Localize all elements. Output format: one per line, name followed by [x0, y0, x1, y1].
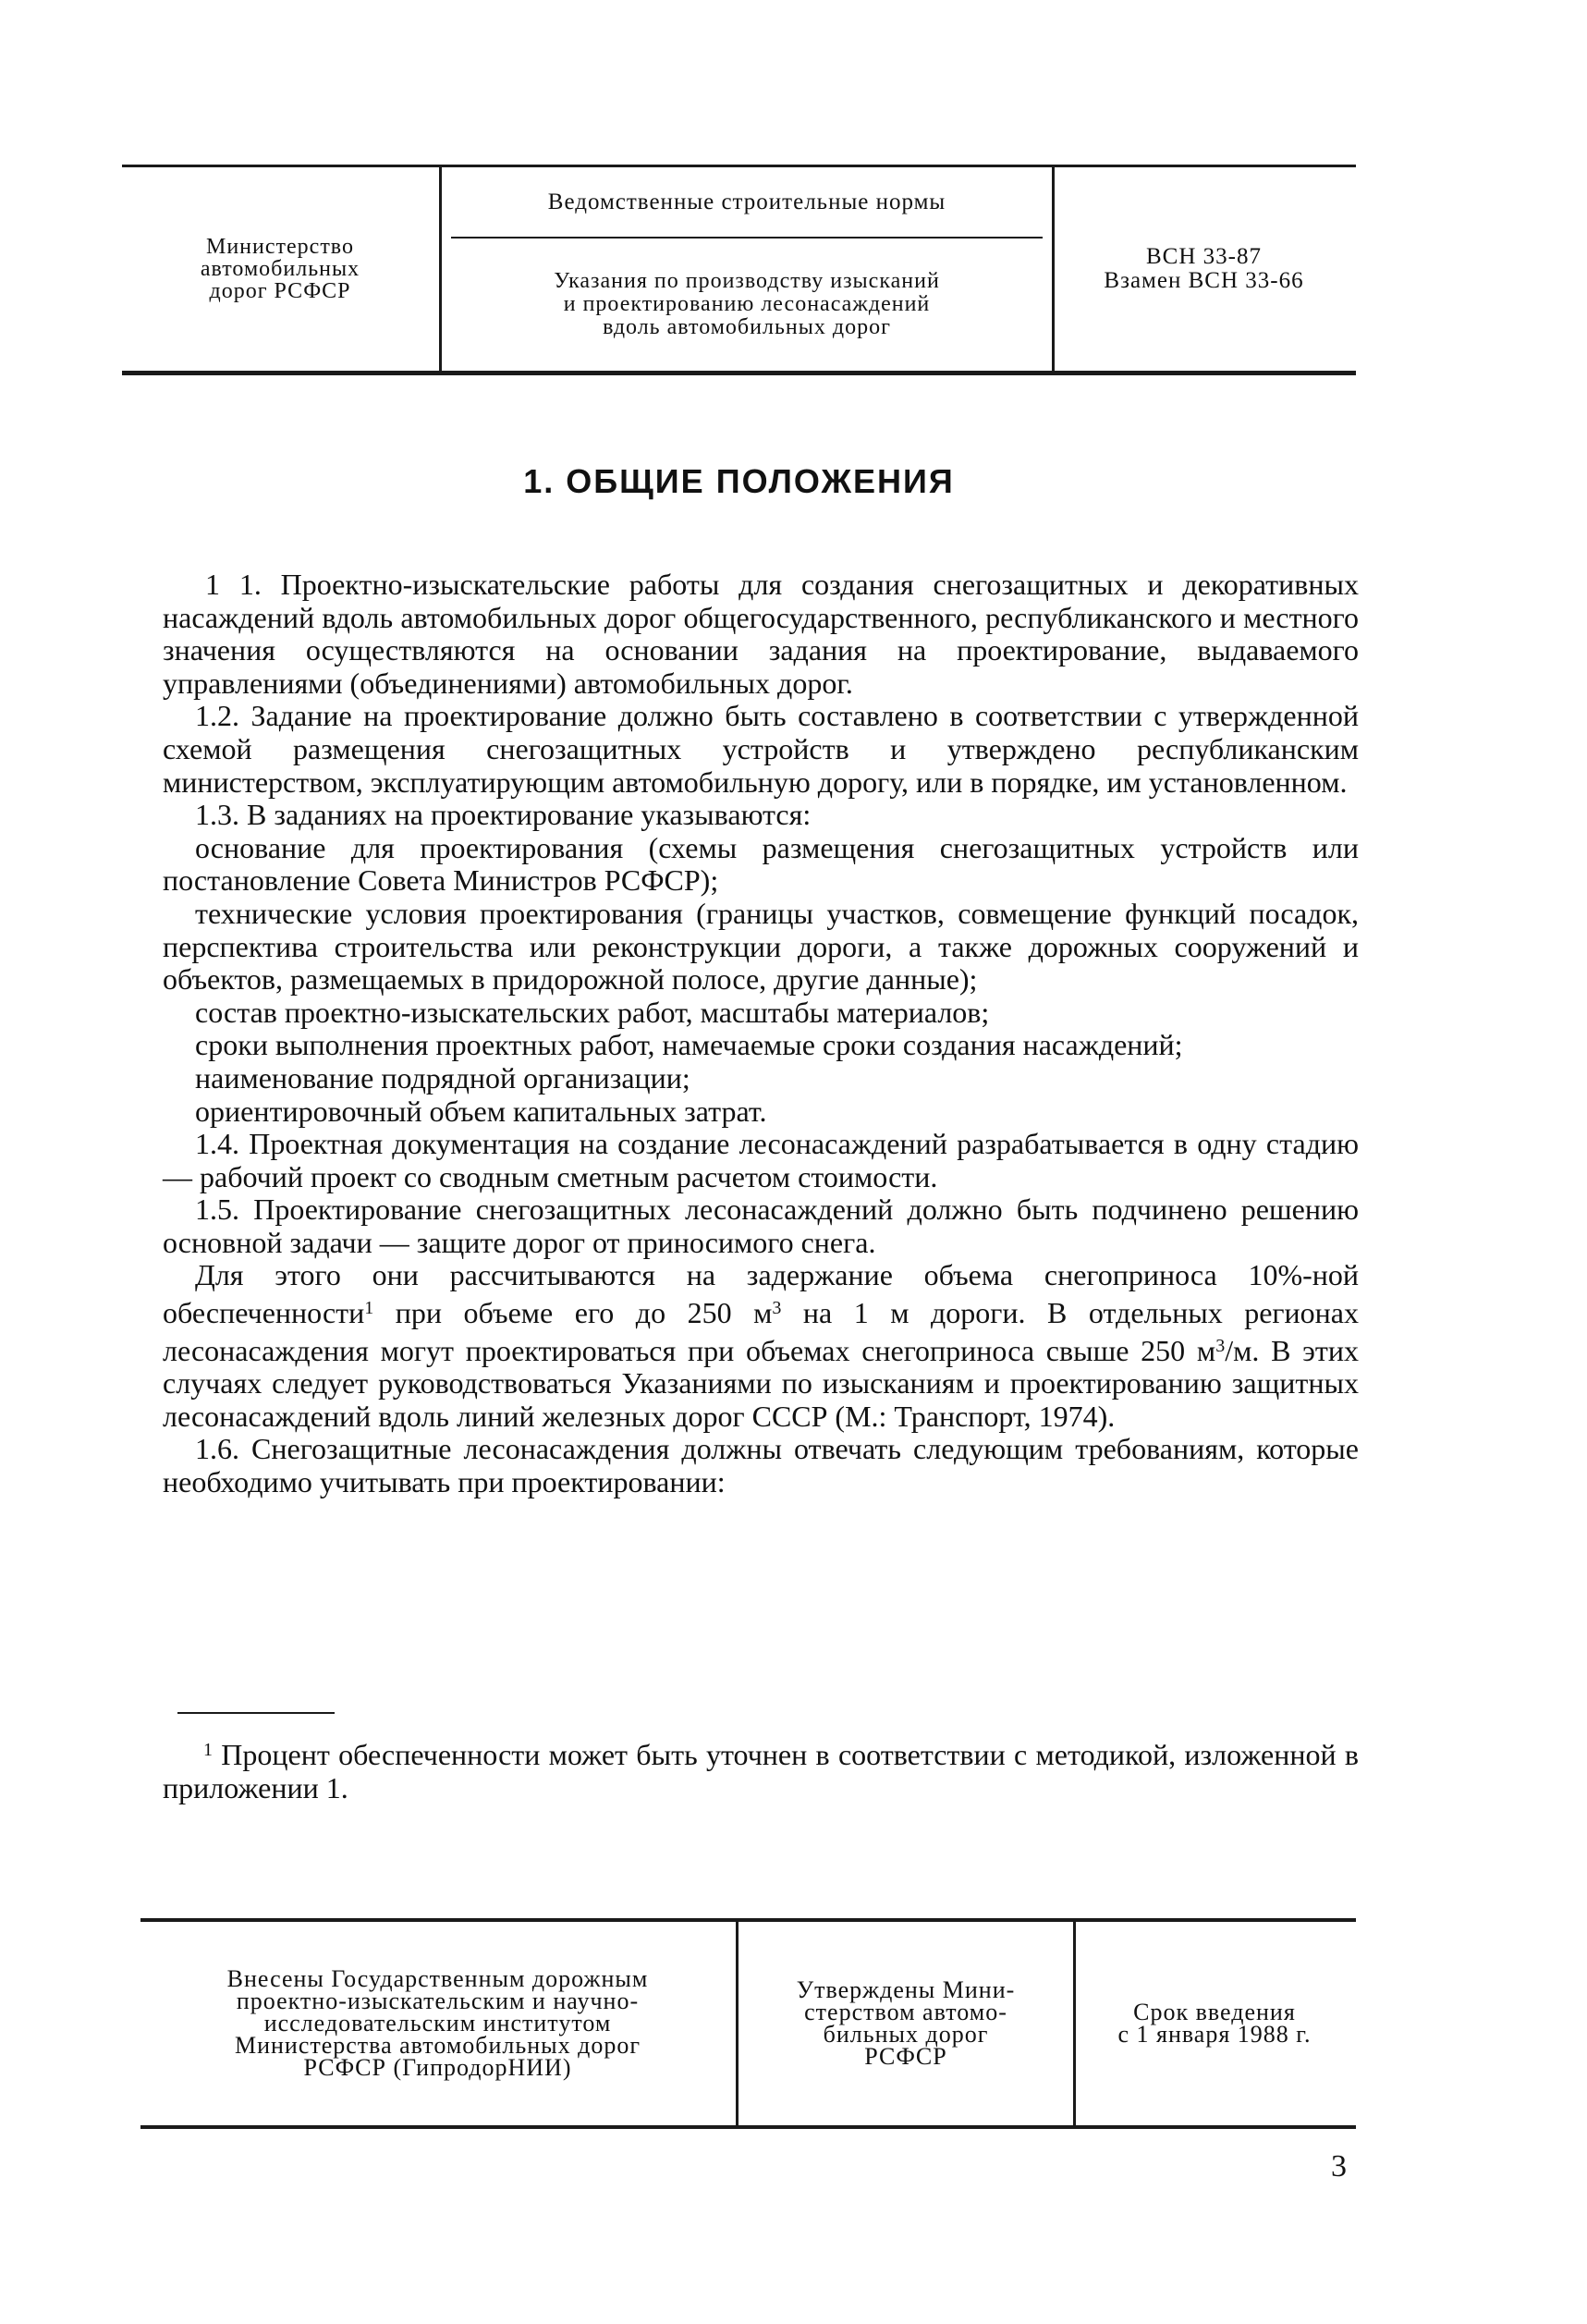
ministry-line: автомобильных [200, 257, 360, 281]
header-table [122, 165, 1356, 375]
paragraph: 1.4. Проектная документация на создание лесонасаждений разрабатывается в одну стадию — рабочий проект со сводным сметным расчетом стоимости. [163, 1127, 1359, 1193]
submitted-line: исследовательским институтом [263, 2010, 612, 2037]
replaces-code: Взамен ВСН 33-66 [1104, 268, 1304, 293]
approved-line: Утверждены Мини- [796, 1976, 1016, 2003]
approved-line: бильных дорог [823, 2021, 989, 2048]
approved-line: РСФСР [864, 2043, 947, 2070]
submitted-cell [140, 1922, 735, 2125]
superscript: 3 [1215, 1335, 1226, 1356]
ministry-line: дорог РСФСР [209, 279, 351, 303]
doc-title-cell [439, 167, 1055, 371]
effective-line: Срок введения [1133, 1999, 1296, 2025]
effective-cell [1073, 1922, 1356, 2125]
list-item: состав проектно-изыскательских работ, масштабы материалов; [195, 995, 990, 1029]
effective-line: с 1 января 1988 г. [1117, 2021, 1312, 2048]
footnote [163, 1733, 1359, 1804]
approved-cell [736, 1922, 1076, 2125]
code-cell [1052, 167, 1356, 371]
doc-title [442, 239, 1052, 371]
paragraph-with-footnote [163, 1259, 1359, 1433]
doc-title-line: вдоль автомобильных дорог [603, 315, 891, 339]
doc-title-line: и проектированию лесонасаждений [563, 292, 931, 316]
doc-title-line: Указания по производству изысканий [554, 269, 940, 293]
list-item: основание для проектирования (схемы размещения снегозащитных устройств или постановление Совета Министров РСФСР); [163, 830, 1359, 898]
norms-type: Ведомственные строительные нормы [451, 167, 1043, 239]
ministry-line: Министерство [206, 235, 354, 259]
paragraph: 1.2. Задание на проектирование должно быть составлено в соответствии с утвержденной схемой размещения снегозащитных устройств и утверждено республиканским министерством, эксплуатирующим автомобильную дорогу, или в порядке, им установленном. [163, 699, 1359, 799]
submitted-line: проектно-изыскательским и научно- [236, 1988, 640, 2014]
submitted-line: Министерства автомобильных дорог [234, 2032, 641, 2059]
section-title: 1. ОБЩИЕ ПОЛОЖЕНИЯ [523, 462, 955, 500]
superscript: 3 [772, 1298, 782, 1319]
paragraph: 1 1. Проектно-изыскательские работы для создания снегозащитных и декоративных насаждений вдоль автомобильных дорог общегосударственного, республиканского и местного значения осуществляются на основании задания на проектирование, выдаваемого управлениями (объединениями) автомобильных дорог. [163, 568, 1359, 700]
submitted-line: РСФСР (ГипродорНИИ) [303, 2054, 572, 2081]
footnote-rule [177, 1712, 335, 1714]
page-number: 3 [1331, 2149, 1347, 2183]
list-item: наименование подрядной организации; [195, 1060, 690, 1095]
p16-text: при объеме его до 250 м [373, 1296, 773, 1330]
footnote-ref: 1 [364, 1298, 374, 1319]
list-item: ориентировочный объем капитальных затрат. [195, 1094, 767, 1128]
paragraph: 1.3. В заданиях на проектирование указываются: [195, 798, 812, 832]
footnote-text: Процент обеспеченности может быть уточнен в соответствии с методикой, изложенной в приложении 1. [163, 1738, 1359, 1804]
paragraph: 1.5. Проектирование снегозащитных лесонасаждений должно быть подчинено решению основной задачи — защите дорог от приносимого снега. [163, 1193, 1359, 1259]
paragraph: 1.6. Снегозащитные лесонасаждения должны отвечать следующим требованиям, которые необходимо учитывать при проектировании: [163, 1432, 1359, 1499]
body-text [163, 569, 1359, 1499]
submitted-line: Внесены Государственным дорожным [226, 1965, 649, 1992]
approved-line: стерством автомо- [804, 1999, 1007, 2025]
list-item: сроки выполнения проектных работ, намечаемые сроки создания насаждений; [195, 1028, 1183, 1062]
p16-text: на 1 м дороги. В отдельных регионах лесонасаждения могут проектироваться при объемах снегоприноса свыше 250 м [163, 1296, 1359, 1367]
p16-text: Для этого они рассчитываются на задержание объема снегоприноса 10%-ной обеспеченности [163, 1258, 1359, 1330]
doc-code: ВСН 33-87 [1146, 244, 1262, 269]
footer-table [140, 1918, 1356, 2129]
p16-text: /м. В этих случаях следует руководствоваться Указаниями по изысканиям и проектированию защитных лесонасаждений вдоль линий железных дорог СССР (М.: Транспорт, 1974). [163, 1333, 1360, 1433]
footnote-mark: 1 [203, 1740, 213, 1760]
list-item: технические условия проектирования (границы участков, совмещение функций посадок, перспектива строительства или реконструкции дороги, а также дорожных сооружений и объектов, размещаемых в придорожной полосе, другие данные); [163, 896, 1359, 997]
ministry-cell [122, 167, 438, 371]
